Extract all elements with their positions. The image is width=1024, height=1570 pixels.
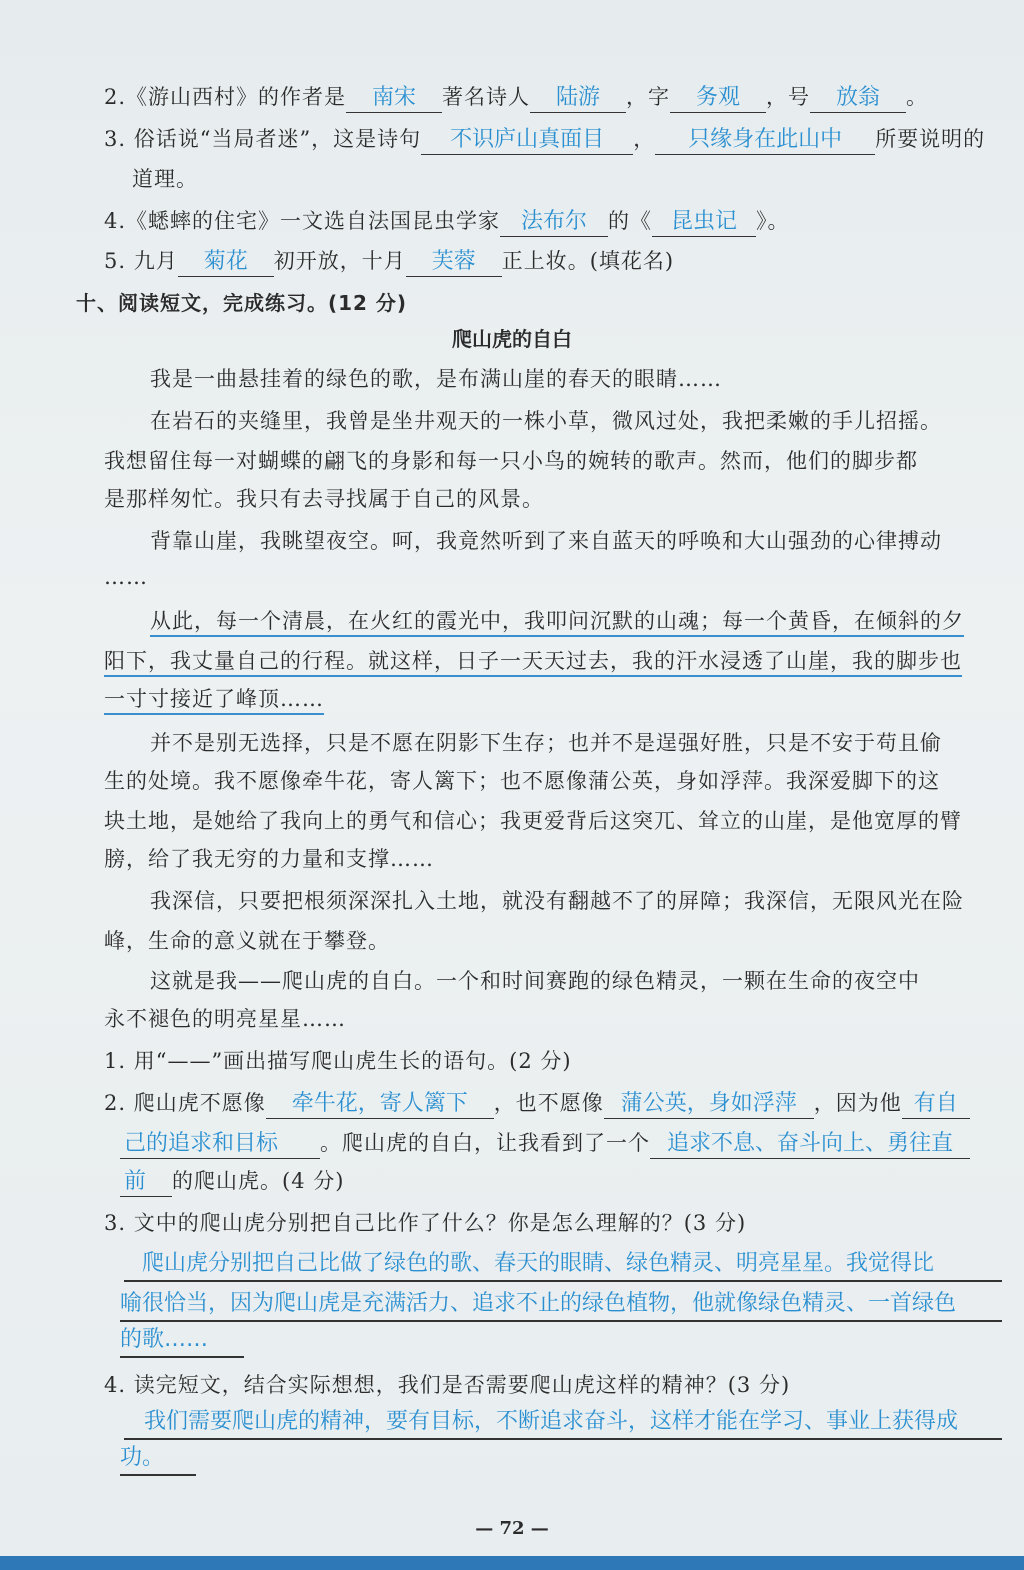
answer-rule	[120, 1474, 196, 1476]
handwritten-answer[interactable]: 喻很恰当，因为爬山虎是充满活力、追求不止的绿色植物，他就像绿色精灵、一首绿色	[120, 1291, 957, 1316]
answer-rule	[120, 1356, 244, 1358]
question-2	[104, 82, 928, 113]
handwritten-answer[interactable]: 爬山虎分别把自己比做了绿色的歌、春天的眼睛、绿色精灵、明亮星星。我觉得比	[142, 1251, 935, 1276]
question-text: 的《	[608, 209, 653, 233]
answer-blank[interactable]: 法布尔	[500, 208, 608, 237]
passage-line-underlined	[150, 606, 964, 636]
handwritten-answer[interactable]: 功。	[120, 1445, 165, 1470]
passage-line: 我深信，只要把根须深深扎入土地，就没有翻越不了的屏障；我深信，无限风光在险	[150, 889, 964, 913]
student-underline: 一寸寸接近了峰顶……	[104, 687, 324, 715]
answer-rule	[124, 1438, 1002, 1440]
question-text: 。	[906, 85, 929, 109]
question-text: 的爬山虎。(4 分)	[172, 1169, 345, 1193]
question-text: ，字	[626, 85, 671, 109]
question-text: ，因为他	[813, 1091, 902, 1115]
question-text: 初开放，十月	[273, 249, 406, 273]
student-underline: 阳下，我丈量自己的行程。就这样，日子一天天过去，我的汗水浸透了山崖，我的脚步也	[104, 649, 962, 677]
answer-blank[interactable]: 不识庐山真面目	[421, 126, 633, 155]
passage-line: ……	[104, 565, 148, 589]
exercise-2	[104, 1088, 970, 1119]
question-text: 所要说明的	[875, 127, 986, 151]
answer-blank[interactable]: 务观	[670, 84, 766, 113]
question-text: 3. 俗话说“当局者迷”，这是诗句	[104, 127, 422, 151]
answer-blank[interactable]: 追求不息、奋斗向上、勇往直	[650, 1130, 970, 1159]
passage-title: 爬山虎的自白	[452, 327, 572, 351]
question-5	[104, 246, 674, 277]
handwritten-answer[interactable]: 的歌……	[120, 1327, 209, 1352]
answer-blank[interactable]: 前	[120, 1168, 172, 1197]
passage-line: 峰，生命的意义就在于攀登。	[104, 929, 390, 953]
answer-rule	[124, 1280, 1002, 1282]
passage-line-underlined	[104, 646, 962, 676]
exercise-4: 4. 读完短文，结合实际想想，我们是否需要爬山虎这样的精神？(3 分)	[104, 1373, 791, 1397]
passage-line: 我想留住每一对蝴蝶的翩飞的身影和每一只小鸟的婉转的歌声。然而，他们的脚步都	[104, 449, 918, 473]
question-text: ，号	[766, 85, 811, 109]
exercise-3: 3. 文中的爬山虎分别把自己比作了什么？你是怎么理解的？(3 分)	[104, 1211, 747, 1235]
passage-line: 并不是别无选择，只是不愿在阴影下生存；也并不是逞强好胜，只是不安于苟且偷	[150, 731, 942, 755]
answer-rule	[120, 1320, 1002, 1322]
question-text: 道理。	[132, 167, 198, 191]
student-underline: 从此，每一个清晨，在火红的霞光中，我叩问沉默的山魂；每一个黄昏，在倾斜的夕	[150, 609, 964, 637]
passage-line: 块土地，是她给了我向上的勇气和信心；我更爱背后这突兀、耸立的山崖，是他宽厚的臂	[104, 809, 962, 833]
answer-blank[interactable]: 南宋	[346, 84, 442, 113]
question-text: 。爬山虎的自白，让我看到了一个	[320, 1131, 650, 1155]
exercise-2-line-2	[120, 1128, 970, 1159]
passage-line: 永不褪色的明亮星星……	[104, 1007, 346, 1031]
answer-blank[interactable]: 放翁	[810, 84, 906, 113]
answer-blank[interactable]: 只缘身在此山中	[655, 126, 875, 155]
passage-line: 膀，给了我无穷的力量和支撑……	[104, 847, 434, 871]
question-text: 4.《蟋蟀的住宅》一文选自法国昆虫学家	[104, 209, 501, 233]
question-text: 正上妆。(填花名)	[501, 249, 675, 273]
passage-line: 我是一曲悬挂着的绿色的歌，是布满山崖的春天的眼睛……	[150, 367, 722, 391]
passage-line: 这就是我——爬山虎的自白。一个和时间赛跑的绿色精灵，一颗在生命的夜空中	[150, 969, 920, 993]
answer-blank[interactable]: 陆游	[530, 84, 626, 113]
exercise-1: 1. 用“——”画出描写爬山虎生长的语句。(2 分)	[104, 1049, 572, 1073]
passage-line: 在岩石的夹缝里，我曾是坐井观天的一株小草，微风过处，我把柔嫩的手儿招摇。	[150, 409, 942, 433]
question-text: 著名诗人	[442, 85, 531, 109]
answer-blank[interactable]: 己的追求和目标	[120, 1130, 320, 1159]
question-text: 2. 爬山虎不愿像	[104, 1091, 266, 1115]
question-text: 》。	[756, 209, 790, 233]
question-text: ，	[633, 127, 656, 151]
passage-line: 是那样匆忙。我只有去寻找属于自己的风景。	[104, 487, 544, 511]
bottom-edge	[0, 1556, 1024, 1570]
handwritten-answer[interactable]: 我们需要爬山虎的精神，要有目标，不断追求奋斗，这样才能在学习、事业上获得成	[144, 1409, 959, 1434]
answer-blank[interactable]: 昆虫记	[652, 208, 756, 237]
question-4	[104, 206, 790, 237]
answer-blank[interactable]: 有自	[902, 1090, 970, 1119]
answer-blank[interactable]: 蒲公英，身如浮萍	[604, 1090, 814, 1119]
passage-line: 生的处境。我不愿像牵牛花，寄人篱下；也不愿像蒲公英，身如浮萍。我深爱脚下的这	[104, 769, 940, 793]
answer-blank[interactable]: 菊花	[178, 248, 274, 277]
answer-blank[interactable]: 芙蓉	[406, 248, 502, 277]
question-text: 2.《游山西村》的作者是	[104, 85, 347, 109]
question-text: ，也不愿像	[493, 1091, 604, 1115]
passage-line-underlined	[104, 684, 324, 714]
question-3	[104, 124, 985, 155]
section-heading: 十、阅读短文，完成练习。(12 分)	[76, 291, 408, 315]
question-text: 5. 九月	[104, 249, 178, 273]
page-number: — 72 —	[475, 1518, 549, 1539]
exercise-2-line-3	[120, 1166, 344, 1197]
answer-blank[interactable]: 牵牛花，寄人篱下	[266, 1090, 494, 1119]
passage-line: 背靠山崖，我眺望夜空。呵，我竟然听到了来自蓝天的呼唤和大山强劲的心律搏动	[150, 529, 942, 553]
